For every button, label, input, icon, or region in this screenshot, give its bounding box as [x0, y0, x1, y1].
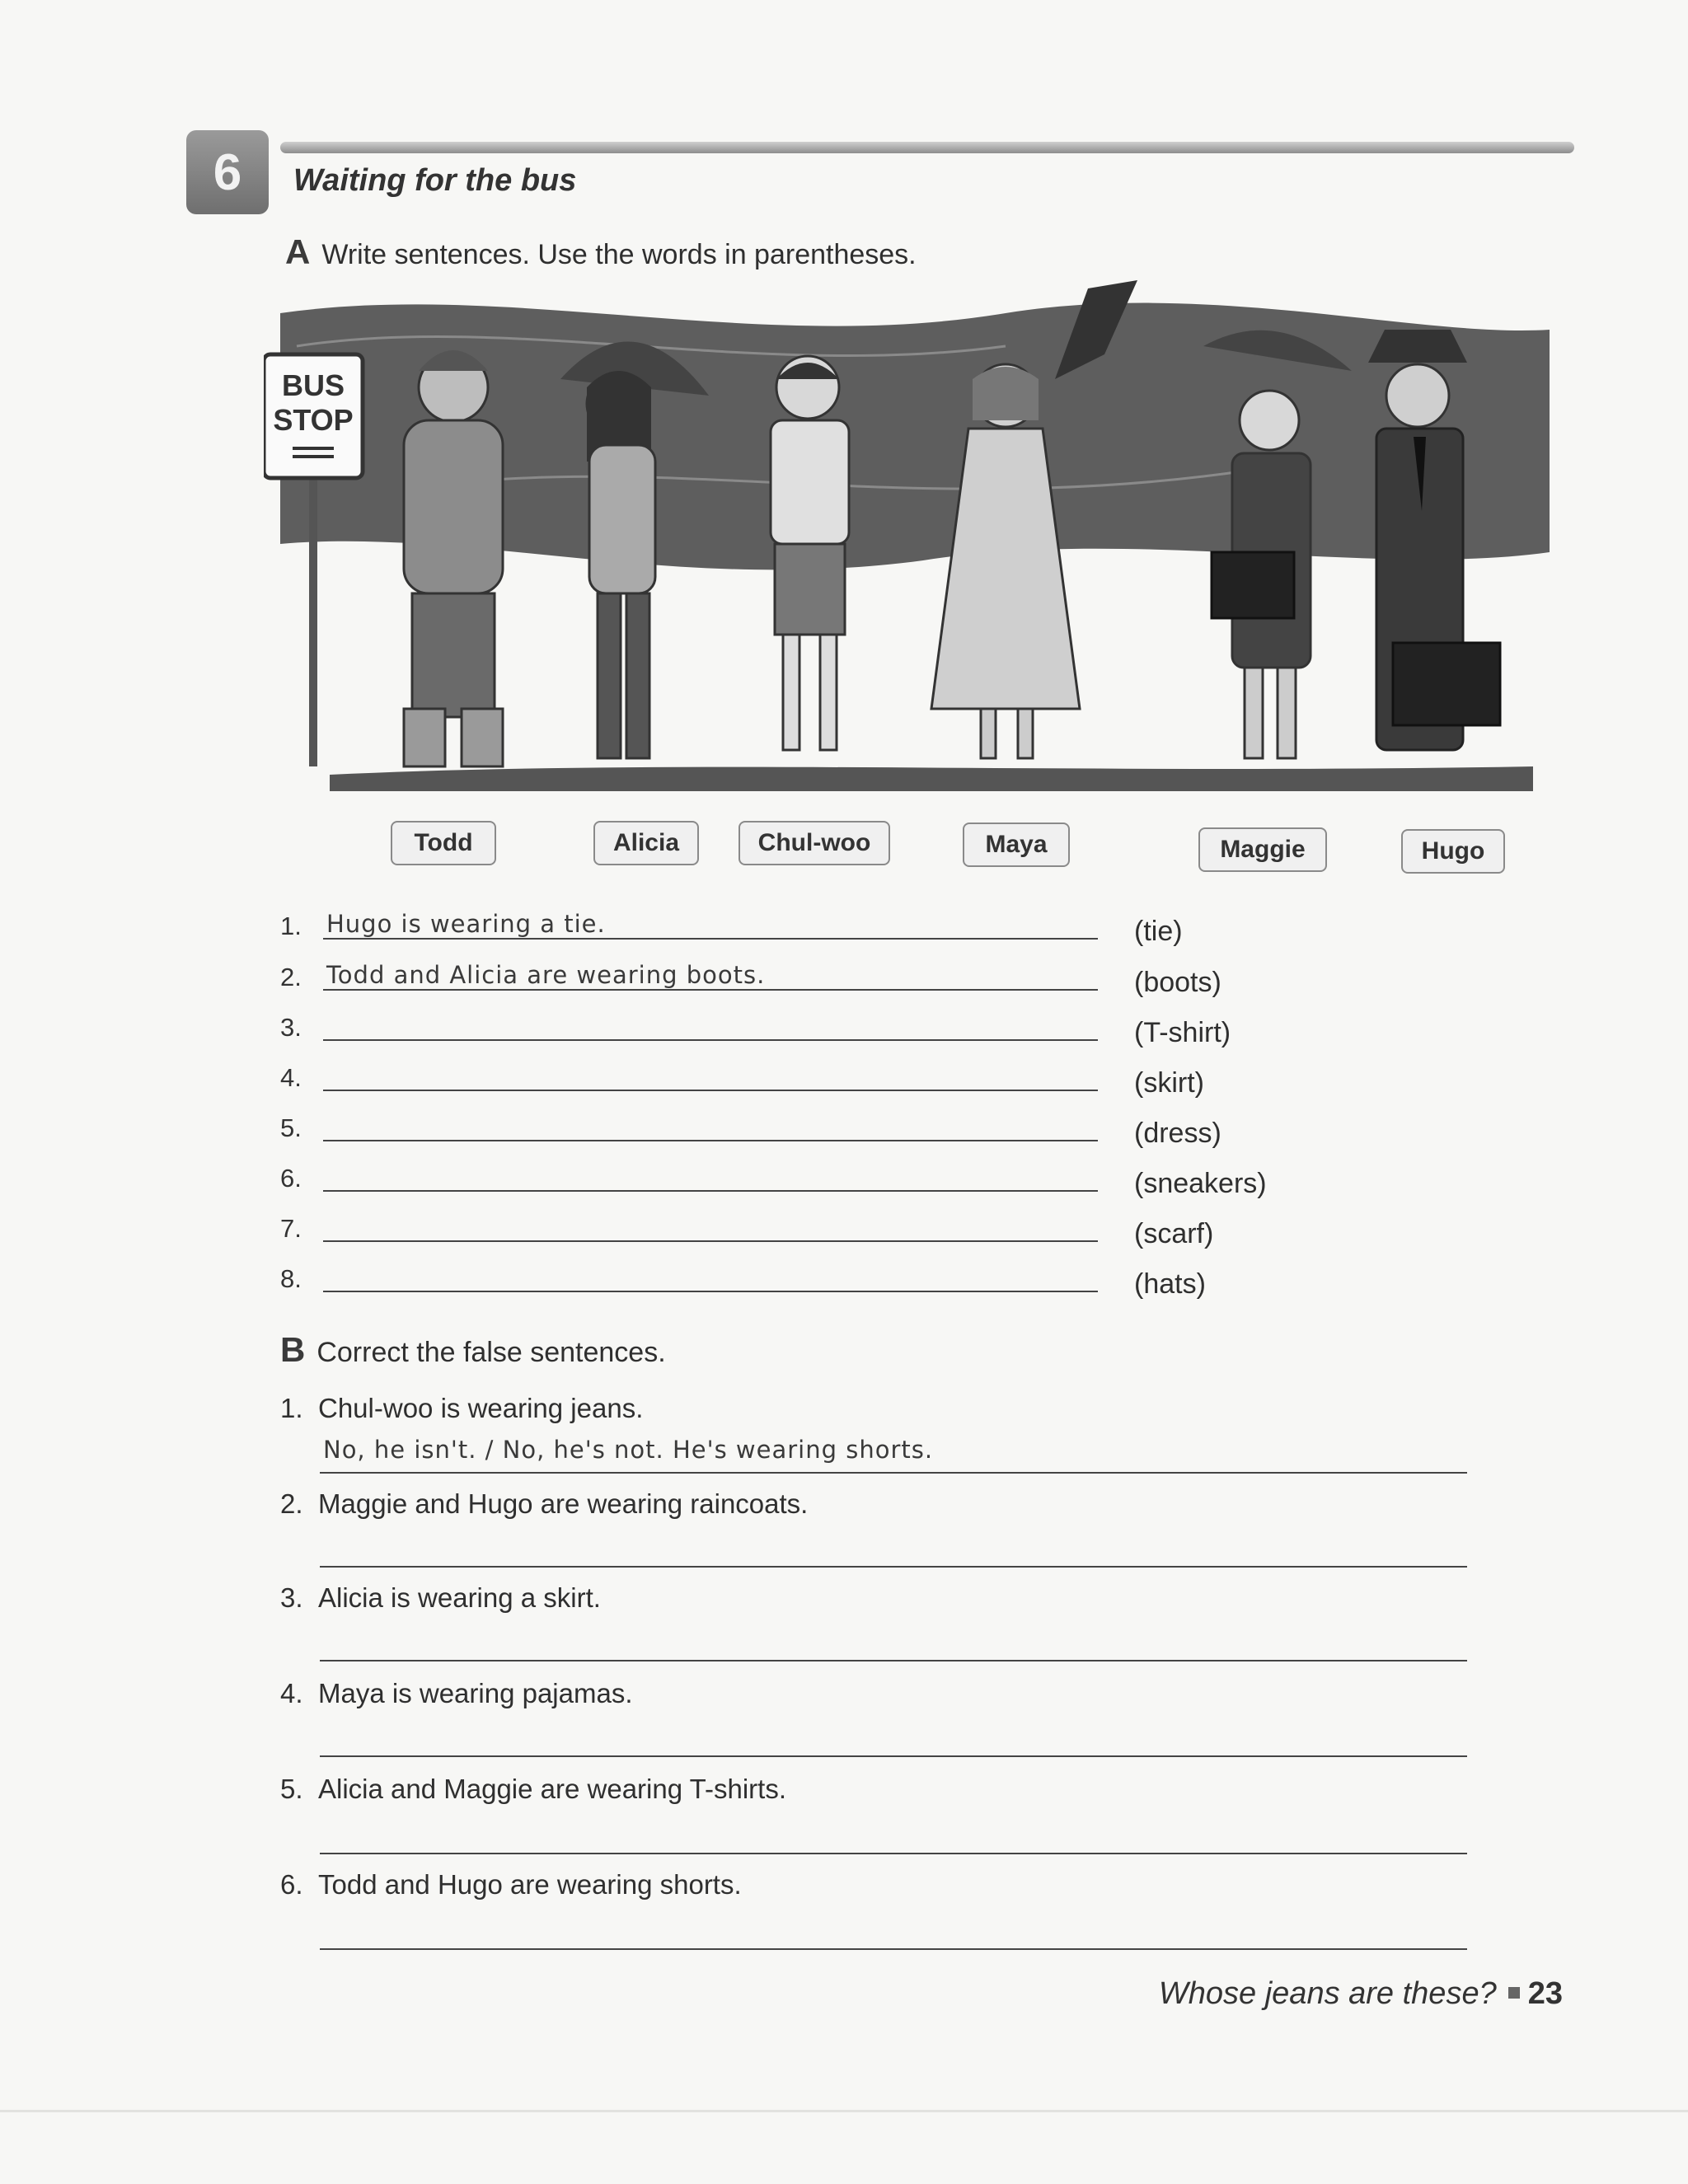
- name-tag-alicia: Alicia: [593, 821, 699, 865]
- section-title: Waiting for the bus: [293, 163, 577, 198]
- answer-line[interactable]: [320, 1851, 1467, 1854]
- answer-line[interactable]: [323, 1107, 1098, 1141]
- answer-line[interactable]: [323, 1006, 1098, 1041]
- word-cue: (tie): [1134, 916, 1183, 947]
- word-cue: (sneakers): [1134, 1168, 1267, 1199]
- part-a-heading: [285, 232, 917, 272]
- item-number: 1.: [280, 912, 302, 940]
- answer-line[interactable]: [323, 1057, 1098, 1091]
- word-cue: (skirt): [1134, 1067, 1204, 1099]
- false-sentence: Alicia is wearing a skirt.: [318, 1582, 601, 1613]
- word-cue: (boots): [1134, 967, 1221, 998]
- false-sentence: Maggie and Hugo are wearing raincoats.: [318, 1488, 809, 1519]
- false-sentence: Chul-woo is wearing jeans.: [318, 1393, 644, 1423]
- item-number: 5.: [280, 1113, 302, 1142]
- name-tag-hugo: Hugo: [1401, 829, 1505, 874]
- answer-line[interactable]: [320, 1947, 1467, 1950]
- answer-line[interactable]: [320, 1564, 1467, 1568]
- answer-line[interactable]: [320, 1658, 1467, 1661]
- word-cue: (scarf): [1134, 1218, 1214, 1249]
- name-tag-todd: Todd: [391, 821, 496, 865]
- false-sentence: Alicia and Maggie are wearing T-shirts.: [318, 1774, 786, 1804]
- answer-line[interactable]: [320, 1470, 1467, 1474]
- page-edge: [0, 2110, 1688, 2112]
- sign-line-1: BUS: [281, 368, 345, 402]
- item-number: 3.: [280, 1582, 303, 1613]
- answer-line[interactable]: [323, 1258, 1098, 1292]
- part-a-item: [280, 1050, 1294, 1099]
- bus-stop-illustration: [264, 280, 1599, 808]
- part-b-item: [280, 1582, 601, 1614]
- word-cue: (T-shirt): [1134, 1017, 1231, 1048]
- item-number: 2.: [280, 1488, 303, 1519]
- item-number: 2.: [280, 963, 302, 991]
- item-number: 8.: [280, 1264, 302, 1293]
- page-number: 23: [1527, 1976, 1563, 2011]
- item-number: 7.: [280, 1214, 302, 1243]
- part-b-item: [280, 1774, 786, 1805]
- part-b-item: [280, 1869, 742, 1900]
- part-a-item: [280, 1151, 1294, 1200]
- section-number-badge: 6: [186, 130, 269, 214]
- part-a-item: [280, 1000, 1294, 1049]
- part-b-instruction: Correct the false sentences.: [316, 1337, 666, 1368]
- word-cue: (hats): [1134, 1268, 1206, 1300]
- part-a-instruction: Write sentences. Use the words in parentheses.: [321, 239, 917, 270]
- item-number: 4.: [280, 1678, 303, 1708]
- item-number: 1.: [280, 1393, 303, 1423]
- part-a-item: [280, 1100, 1294, 1150]
- item-number: 5.: [280, 1774, 303, 1804]
- false-sentence: Todd and Hugo are wearing shorts.: [318, 1869, 742, 1900]
- item-number: 6.: [280, 1164, 302, 1193]
- page-footer: [1159, 1976, 1563, 2012]
- item-number: 6.: [280, 1869, 303, 1900]
- handwritten-answer: Hugo is wearing a tie.: [326, 910, 606, 938]
- part-a-item: [280, 949, 1294, 999]
- answer-line[interactable]: [323, 1157, 1098, 1192]
- part-a-item: [280, 1201, 1294, 1250]
- word-cue: (dress): [1134, 1118, 1221, 1149]
- part-a-item: [280, 898, 1294, 948]
- name-tag-chul-woo: Chul-woo: [738, 821, 890, 865]
- separator-square-icon: [1508, 1987, 1520, 1999]
- part-b-item: [280, 1393, 643, 1424]
- answer-line[interactable]: [320, 1754, 1467, 1757]
- part-b-item: [280, 1488, 808, 1520]
- unit-title: Whose jeans are these?: [1158, 1976, 1497, 2011]
- part-b-letter: B: [280, 1330, 306, 1369]
- handwritten-answer: Todd and Alicia are wearing boots.: [326, 961, 766, 989]
- item-number: 4.: [280, 1063, 302, 1092]
- name-tag-maggie: Maggie: [1198, 827, 1327, 872]
- part-b-item: [280, 1678, 633, 1709]
- name-tag-maya: Maya: [963, 823, 1070, 867]
- item-number: 3.: [280, 1013, 302, 1042]
- false-sentence: Maya is wearing pajamas.: [318, 1678, 633, 1708]
- part-a-item: [280, 1251, 1294, 1301]
- handwritten-answer: No, he isn't. / No, he's not. He's wearing shorts.: [323, 1436, 934, 1464]
- answer-line[interactable]: [323, 1207, 1098, 1242]
- section-header-rule: [280, 142, 1574, 153]
- sign-line-2: STOP: [273, 403, 354, 437]
- part-a-letter: A: [285, 232, 311, 271]
- part-b-heading: [280, 1330, 666, 1370]
